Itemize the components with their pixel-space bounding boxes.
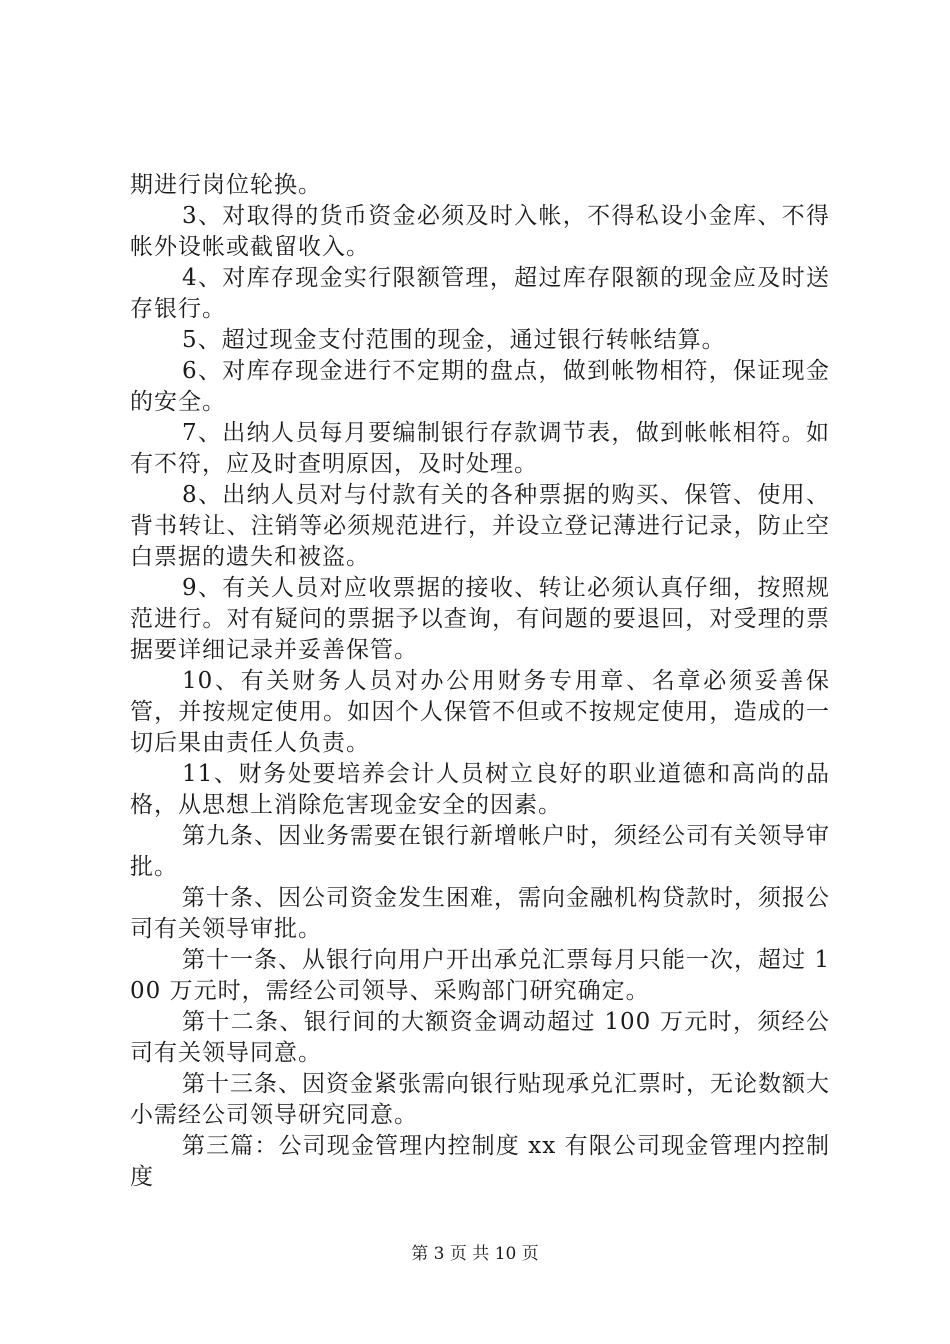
paragraph-14: 第十二条、银行间的大额资金调动超过 100 万元时，须经公司有关领导同意。 [130,1009,830,1066]
paragraph-7: 8、出纳人员对与付款有关的各种票据的购买、保管、使用、背书转让、注销等必须规范进行，并设立登记薄进行记录，防止空白票据的遗失和被盗。 [130,482,830,570]
paragraph-10: 11、财务处要培养会计人员树立良好的职业道德和高尚的品格，从思想上消除危害现金安全的因素。 [130,761,830,818]
paragraph-1: 期进行岗位轮换。 [130,172,322,198]
document-body [130,170,830,1193]
paragraph-2: 3、对取得的货币资金必须及时入帐，不得私设小金库、不得帐外设帐或截留收入。 [130,203,830,260]
paragraph-3: 4、对库存现金实行限额管理，超过库存限额的现金应及时送存银行。 [130,265,830,322]
paragraph-16: 第三篇：公司现金管理内控制度 xx 有限公司现金管理内控制度 [130,1133,830,1190]
paragraph-13: 第十一条、从银行向用户开出承兑汇票每月只能一次，超过 100 万元时，需经公司领导、采购部门研究确定。 [130,947,830,1004]
paragraph-11: 第九条、因业务需要在银行新增帐户时，须经公司有关领导审批。 [130,823,830,880]
page-footer: 第 3 页 共 10 页 [411,1244,539,1264]
paragraph-4: 5、超过现金支付范围的现金，通过银行转帐结算。 [182,327,726,353]
paragraph-8: 9、有关人员对应收票据的接收、转让必须认真仔细，按照规范进行。对有疑问的票据予以查询，有问题的要退回，对受理的票据要详细记录并妥善保管。 [130,575,830,663]
paragraph-6: 7、出纳人员每月要编制银行存款调节表，做到帐帐相符。如有不符，应及时查明原因，及时处理。 [130,420,830,477]
paragraph-9: 10、有关财务人员对办公用财务专用章、名章必须妥善保管，并按规定使用。如因个人保管不但或不按规定使用，造成的一切后果由责任人负责。 [130,668,830,756]
paragraph-15: 第十三条、因资金紧张需向银行贴现承兑汇票时，无论数额大小需经公司领导研究同意。 [130,1071,830,1128]
paragraph-12: 第十条、因公司资金发生困难，需向金融机构贷款时，须报公司有关领导审批。 [130,885,830,942]
paragraph-5: 6、对库存现金进行不定期的盘点，做到帐物相符，保证现金的安全。 [130,358,830,415]
